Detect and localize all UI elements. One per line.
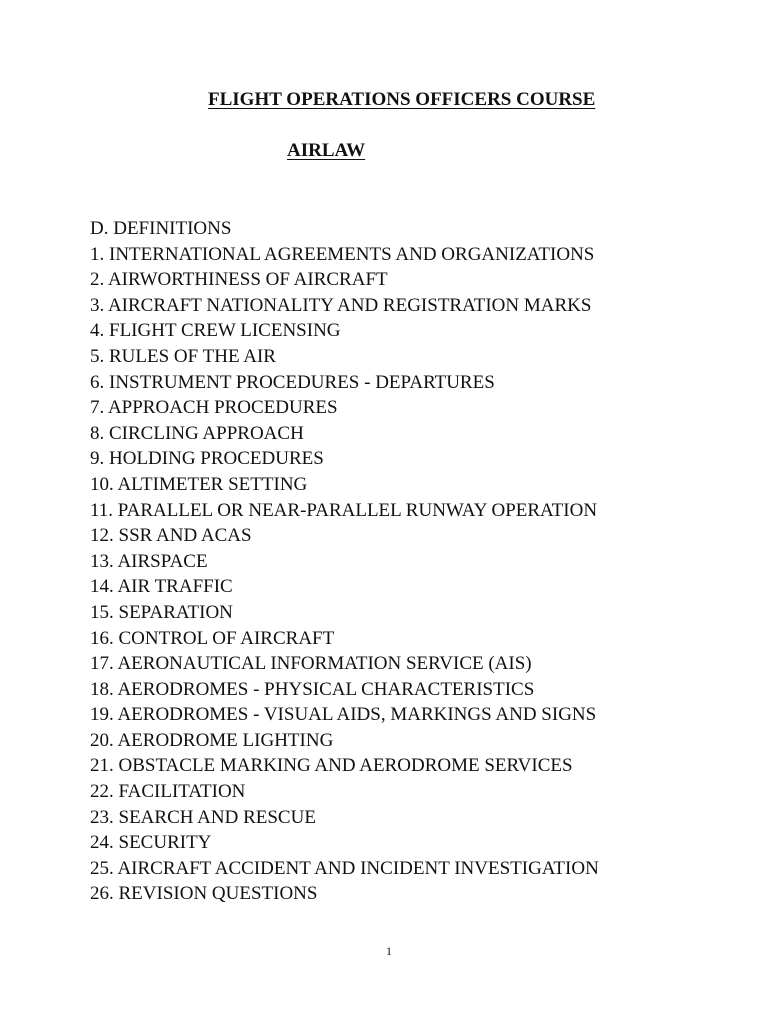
toc-item: 16. CONTROL OF AIRCRAFT	[90, 627, 335, 649]
toc-item: 25. AIRCRAFT ACCIDENT AND INCIDENT INVESTIGATION	[90, 857, 599, 879]
toc-item: 12. SSR AND ACAS	[90, 525, 252, 547]
toc-item: 24. SECURITY	[90, 832, 212, 854]
toc-item: 17. AERONAUTICAL INFORMATION SERVICE (AIS)	[90, 653, 532, 675]
page-number: 1	[386, 944, 392, 958]
toc-item: 7. APPROACH PROCEDURES	[90, 397, 338, 419]
toc-item: 14. AIR TRAFFIC	[90, 576, 233, 598]
toc-item: 3. AIRCRAFT NATIONALITY AND REGISTRATION MARKS	[90, 294, 592, 316]
toc-item: 1. INTERNATIONAL AGREEMENTS AND ORGANIZATIONS	[90, 243, 595, 265]
toc-item: 5. RULES OF THE AIR	[90, 345, 276, 367]
toc-item: 4. FLIGHT CREW LICENSING	[90, 320, 341, 342]
toc-item: 15. SEPARATION	[90, 601, 233, 623]
toc-item: 21. OBSTACLE MARKING AND AERODROME SERVICES	[90, 755, 573, 777]
toc-item: 11. PARALLEL OR NEAR-PARALLEL RUNWAY OPERATION	[90, 499, 598, 521]
toc-item: 9. HOLDING PROCEDURES	[90, 448, 324, 470]
toc-item: 23. SEARCH AND RESCUE	[90, 806, 316, 828]
toc-item: 26. REVISION QUESTIONS	[90, 883, 318, 905]
toc-item: 10. ALTIMETER SETTING	[90, 473, 308, 495]
document-title: FLIGHT OPERATIONS OFFICERS COURSE	[208, 89, 596, 110]
toc-item: 19. AERODROMES - VISUAL AIDS, MARKINGS AND SIGNS	[90, 704, 597, 726]
toc-item: 22. FACILITATION	[90, 781, 246, 803]
toc-item: D. DEFINITIONS	[90, 218, 232, 239]
toc-item: 2. AIRWORTHINESS OF AIRCRAFT	[90, 269, 388, 291]
toc-item: 13. AIRSPACE	[90, 550, 208, 572]
table-of-contents	[90, 216, 599, 907]
toc-item: 8. CIRCLING APPROACH	[90, 422, 304, 444]
toc-item: 6. INSTRUMENT PROCEDURES - DEPARTURES	[90, 371, 495, 393]
toc-item: 20. AERODROME LIGHTING	[90, 729, 334, 751]
toc-item: 18. AERODROMES - PHYSICAL CHARACTERISTICS	[90, 678, 535, 700]
document-subtitle: AIRLAW	[287, 140, 366, 161]
